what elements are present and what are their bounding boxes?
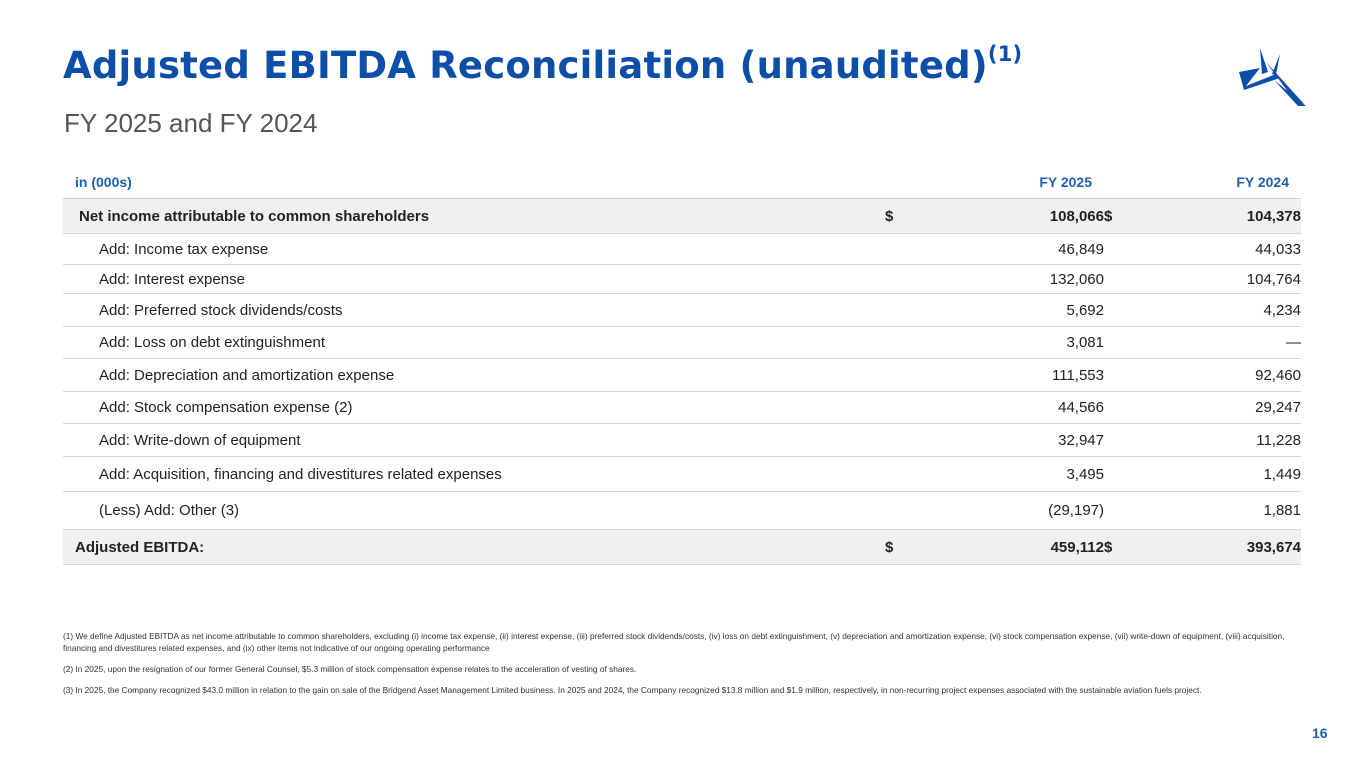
fy2024-value: 4,234 [1130,294,1301,327]
table-row [63,424,1301,457]
row-label: Add: Acquisition, financing and divestitures related expenses [63,457,885,492]
fy2025-value: 3,081 [911,327,1104,359]
row-label: Add: Stock compensation expense (2) [63,392,885,424]
fy2025-value: 111,553 [911,359,1104,392]
fy2025-value: 5,692 [911,294,1104,327]
fy2025-value: 3,495 [911,457,1104,492]
table-row-adjusted-ebitda [63,530,1301,565]
page-number: 16 [1312,725,1328,741]
fy2025-value: 459,112 [911,530,1104,565]
fy2025-value: 44,566 [911,392,1104,424]
column-header-fy2024: FY 2024 [1236,174,1289,190]
table-row-net-income [63,199,1301,234]
footnote-1: (1) We define Adjusted EBITDA as net income attributable to common shareholders, excluding (i) income tax expense, (ii) interest expense, (iii) preferred stock dividends/costs, (iv) loss on debt extinguishment, (v) depreciation and amortization expense, (vi) stock compensation expense, (vii) write-down of equipment, (viii) acquisition, financing and divestitures related expenses, and (ix) other items not indicative of our ongoing operating performance [63,631,1285,653]
row-label: Add: Loss on debt extinguishment [63,327,885,359]
arrow-star-logo-icon [1236,44,1306,108]
ebitda-reconciliation-table [63,166,1301,565]
page-title [63,41,1023,87]
row-label: Add: Interest expense [63,265,885,294]
fy2024-value: 11,228 [1130,424,1301,457]
table-row [63,457,1301,492]
fy2024-value: 92,460 [1130,359,1301,392]
table-header-row [63,166,1301,199]
row-label: (Less) Add: Other (3) [63,492,885,530]
table-row [63,234,1301,265]
fy2025-value: 108,066 [911,199,1104,234]
row-label: Add: Write-down of equipment [63,424,885,457]
footnote-3: (3) In 2025, the Company recognized $43.0 million in relation to the gain on sale of the Bridgend Asset Management Limited business. In 2025 and 2024, the Company recognized $13.8 million and $1.9 million, respectively, in non-recurring project expenses associated with the sustainable aviation fuels project. [63,685,1202,695]
fy2024-value: 393,674 [1130,530,1301,565]
title-footnote-marker: (1) [987,41,1023,66]
row-label: Add: Preferred stock dividends/costs [63,294,885,327]
row-label: Net income attributable to common shareholders [63,199,885,234]
fy2024-value: 1,881 [1130,492,1301,530]
fy2025-value: 32,947 [911,424,1104,457]
fy2024-value: 104,378 [1130,199,1301,234]
fy2024-value: 29,247 [1130,392,1301,424]
table-row [63,265,1301,294]
row-label: Add: Income tax expense [63,234,885,265]
footnotes [63,630,1293,705]
page-title-text: Adjusted EBITDA Reconciliation (unaudited) [63,44,988,87]
column-header-units: in (000s) [75,174,132,190]
footnote-2: (2) In 2025, upon the resignation of our former General Counsel, $5.3 million of stock compensation expense relates to the acceleration of vesting of shares. [63,664,637,674]
table-row [63,359,1301,392]
fy2025-value: 132,060 [911,265,1104,294]
fy2025-value: 46,849 [911,234,1104,265]
fy2024-value: 1,449 [1130,457,1301,492]
fy2024-value: — [1130,327,1301,359]
fy2024-value: 104,764 [1130,265,1301,294]
column-header-fy2025: FY 2025 [1039,174,1092,190]
dollar-sign: $ [885,530,911,565]
table-row [63,327,1301,359]
row-label: Adjusted EBITDA: [63,530,885,565]
page-subtitle: FY 2025 and FY 2024 [64,108,318,138]
fy2025-value: (29,197) [911,492,1104,530]
dollar-sign: $ [885,199,911,234]
dollar-sign: $ [1104,199,1130,234]
table-row [63,492,1301,530]
dollar-sign: $ [1104,530,1130,565]
row-label: Add: Depreciation and amortization expense [63,359,885,392]
table-row [63,392,1301,424]
table-row [63,294,1301,327]
fy2024-value: 44,033 [1130,234,1301,265]
